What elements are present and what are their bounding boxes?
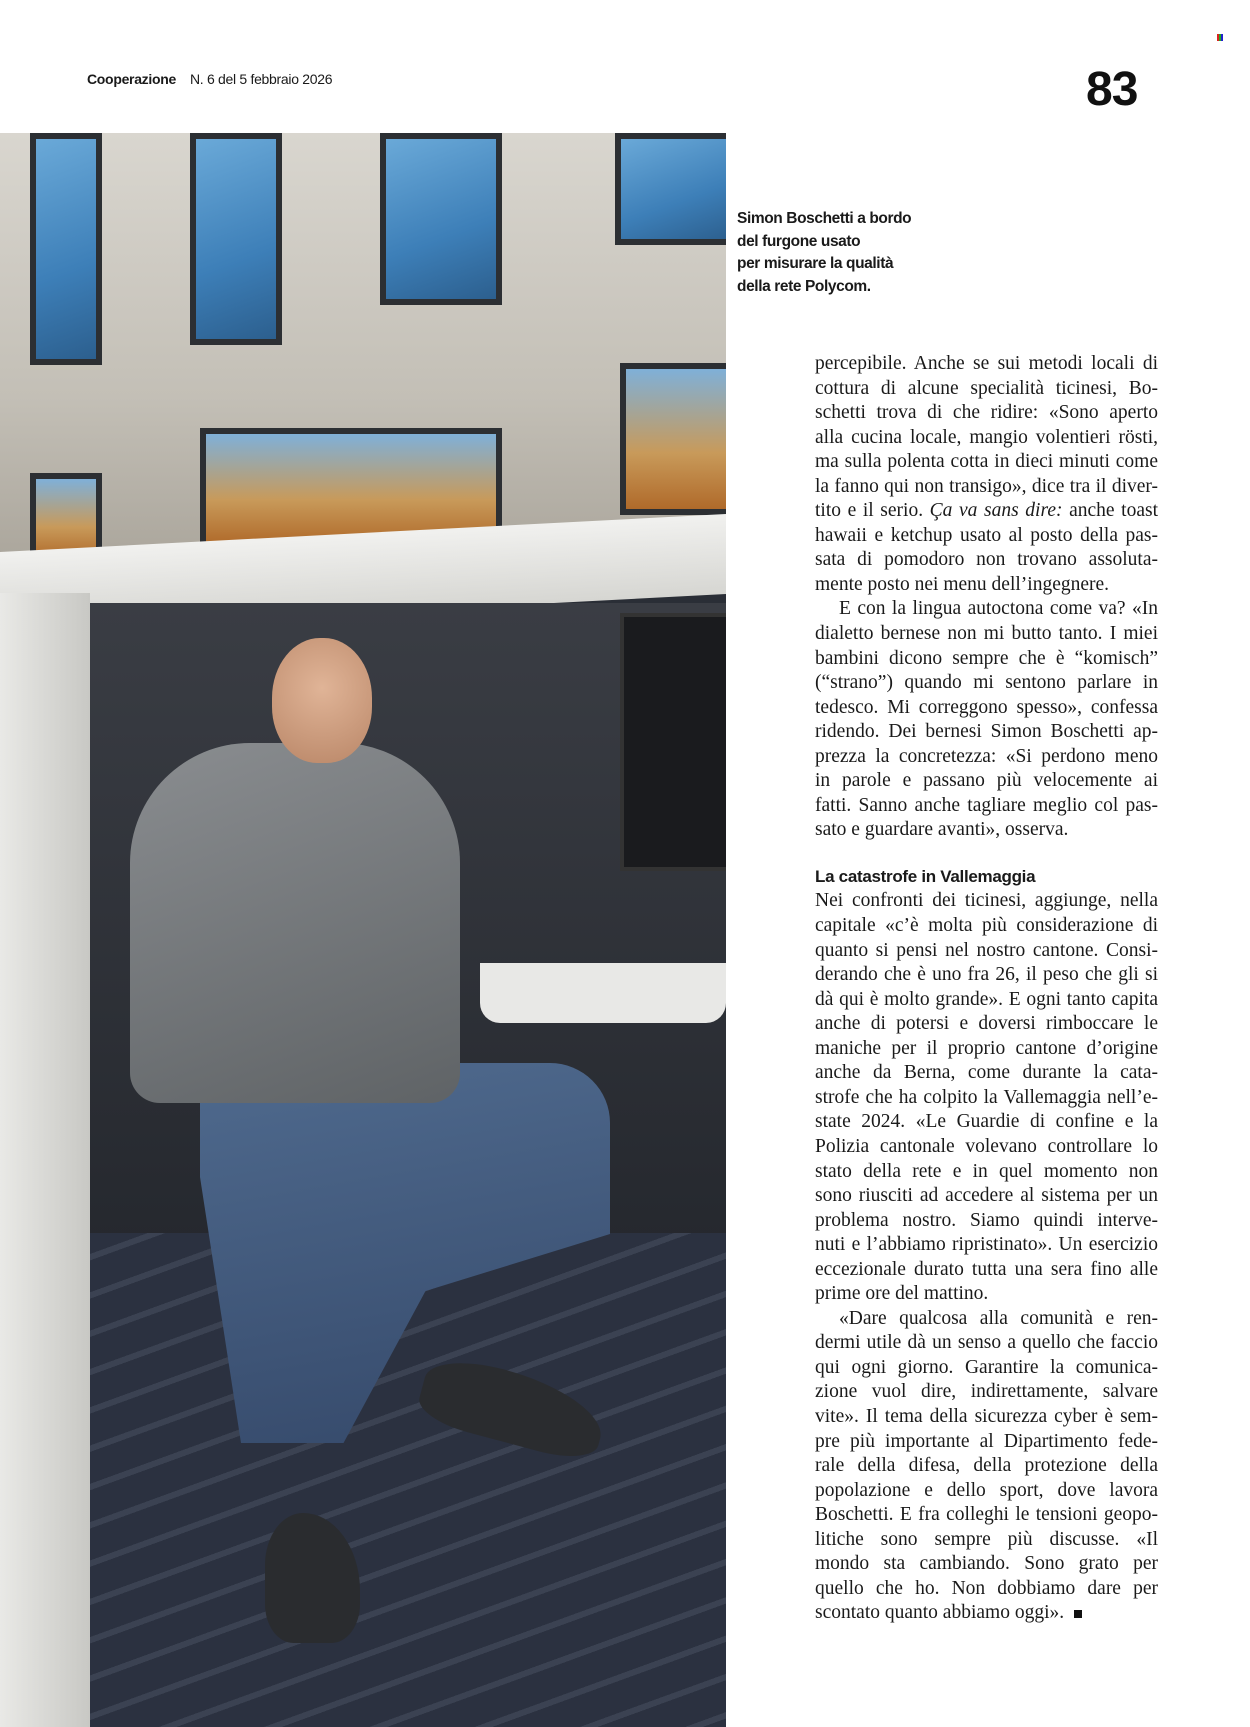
text-line: sato e guardare avanti», osserva.	[815, 819, 1069, 841]
van-door	[0, 593, 90, 1727]
text-line: sono riusciti ad accedere al sistema per un	[815, 1185, 1158, 1207]
text-line: derando che è uno fra 26, il peso che gli si	[815, 964, 1158, 986]
paragraph	[815, 597, 1158, 842]
text-line: capitale «c’è molta più considerazione di	[815, 915, 1158, 937]
issue-date: N. 6 del 5 febbraio 2026	[189, 71, 333, 87]
paragraph	[815, 1307, 1158, 1626]
text-line: prezza la concretezza: «Si perdono meno	[815, 745, 1158, 767]
monitor	[620, 613, 726, 871]
text-line: mente posto nei menu dell’ingegnere.	[815, 573, 1110, 595]
text-line: maniche per il proprio cantone d’origine	[815, 1037, 1158, 1059]
paragraph	[815, 352, 1158, 597]
text-line: prime ore del mattino.	[815, 1283, 989, 1305]
text-line: rale della difesa, della protezione della	[815, 1455, 1158, 1477]
text-line: litiche sono sempre più discusse. «Il	[815, 1528, 1158, 1550]
article-photo	[0, 133, 726, 1727]
text-line: la fanno qui non transigo», dice tra il diver-	[815, 475, 1158, 497]
text-line: tito e il serio. Ça va sans dire: anche toast	[815, 500, 1158, 522]
text-line: eccezionale durato tutta una sera fino alle	[815, 1258, 1158, 1280]
text-line: quello che ho. Non dobbiamo dare per	[815, 1577, 1158, 1599]
person-head	[272, 638, 372, 763]
text-line: sata di pomodoro non trovano assoluta-	[815, 549, 1158, 571]
person-jacket	[130, 743, 460, 1103]
text-line: problema nostro. Siamo quindi interve-	[815, 1209, 1158, 1231]
text-line: dà qui è molto grande». E ogni tanto capita	[815, 988, 1158, 1010]
publication-name: Cooperazione	[87, 71, 176, 87]
subheading: La catastrofe in Vallemaggia	[815, 866, 1036, 886]
text-line: qui ogni giorno. Garantire la comunica-	[815, 1356, 1158, 1378]
text-line: zione vuol dire, indirettamente, salvare	[815, 1381, 1158, 1403]
text-line: stato della rete e in quel momento non	[815, 1160, 1158, 1182]
text-line: bambini dicono sempre che è “komisch”	[815, 647, 1158, 669]
text-line: quanto si pensi nel nostro cantone. Consi-	[815, 939, 1158, 961]
text-line: dermi utile dà un senso a quello che faccio	[815, 1332, 1158, 1354]
text-line: alla cucina locale, mangio volentieri rösti,	[815, 426, 1158, 448]
text-line: scontato quanto abbiamo oggi».	[815, 1601, 1158, 1626]
text-line: E con la lingua autoctona come va? «In	[839, 598, 1158, 620]
photo-caption: Simon Boschetti a bordo del furgone usato per misurare la qualità della rete Polycom.	[737, 210, 912, 295]
paragraph	[815, 889, 1158, 1306]
text-line: «Dare qualcosa alla comunità e ren-	[839, 1307, 1158, 1329]
page-number: 83	[1086, 63, 1138, 116]
text-line: popolazione e dello sport, dove lavora	[815, 1479, 1158, 1501]
text-line: Polizia cantonale volevano controllare lo	[815, 1135, 1158, 1157]
text-line: state 2024. «Le Guardie di confine e la	[815, 1111, 1158, 1133]
text-line: percepibile. Anche se sui metodi locali di	[815, 353, 1158, 374]
text-line: in parole e passano più velocemente ai	[815, 770, 1158, 792]
text-line: (“strano”) quando mi sentono parlare in	[815, 672, 1158, 694]
end-of-article-mark	[1074, 1610, 1082, 1618]
text-line: schetti trova di che ridire: «Sono aperto	[815, 402, 1158, 424]
text-line: cottura di alcune specialità ticinesi, Bo-	[815, 377, 1158, 399]
text-line: pre più importante al Dipartimento fede-	[815, 1430, 1158, 1452]
text-line: Nei confronti dei ticinesi, aggiunge, nella	[815, 890, 1158, 912]
text-line: anche da Berna, come durante la cata-	[815, 1062, 1158, 1084]
text-line: ridendo. Dei bernesi Simon Boschetti ap-	[815, 721, 1158, 743]
text-line: anche di potersi e doversi rimboccare le	[815, 1013, 1158, 1035]
print-color-mark	[1217, 34, 1223, 41]
article-column	[815, 352, 1158, 1626]
text-line: nuti e l’abbiamo ripristinato». Un esercizio	[815, 1234, 1158, 1256]
text-line: ma sulla polenta cotta in dieci minuti come	[815, 451, 1158, 473]
running-header	[87, 71, 332, 87]
text-line: tedesco. Mi correggono spesso», confessa	[815, 696, 1158, 718]
text-line: Boschetti. E fra colleghi le tensioni geopo-	[815, 1504, 1158, 1526]
text-line: vite». Il tema della sicurezza cyber è sem-	[815, 1405, 1158, 1427]
desk	[480, 963, 726, 1023]
text-line: fatti. Sanno anche tagliare meglio col pas-	[815, 794, 1158, 816]
text-line: strofe che ha colpito la Vallemaggia nell’e-	[815, 1086, 1158, 1108]
text-line: dialetto bernese non mi butto tanto. I miei	[815, 623, 1158, 645]
text-line: hawaii e ketchup usato al posto della pas-	[815, 524, 1158, 546]
text-line: mondo sta cambiando. Sono grato per	[815, 1553, 1158, 1575]
